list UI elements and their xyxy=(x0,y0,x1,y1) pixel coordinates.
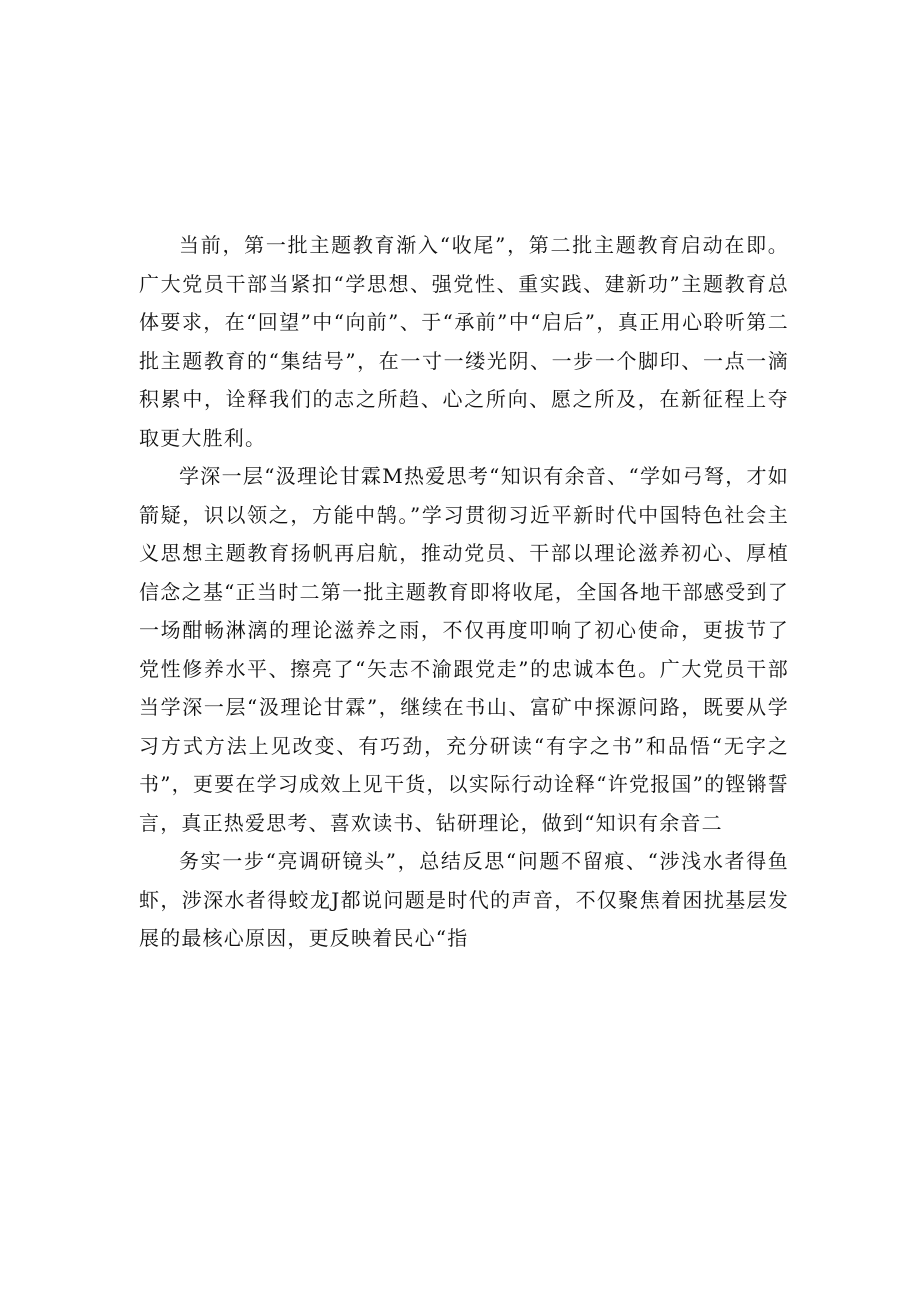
document-body xyxy=(139,226,789,958)
paragraph-intro: 当前，第一批主题教育渐入“收尾”，第二批主题教育启动在即。广大党员干部当紧扣“学思想、强党性、重实践、建新功”主题教育总体要求，在“回望”中“向前”、于“承前”中“启后”，真正用心聆听第二批主题教育的“集结号”，在一寸一缕光阴、一步一个脚印、一点一滴积累中，诠释我们的志之所趋、心之所向、愿之所及，在新征程上夺取更大胜利。 xyxy=(139,233,789,450)
paragraph-study-theory: 学深一层“汲理论甘霖M热爱思考“知识有余音、“学如弓弩，才如箭疑，识以领之，方能中鹄。”学习贯彻习近平新时代中国特色社会主义思想主题教育扬帆再启航，推动党员、干部以理论滋养初心、厚植信念之基“正当时二第一批主题教育即将收尾，全国各地干部感受到了一场酣畅淋漓的理论滋养之雨，不仅再度叩响了初心使命，更拔节了党性修养水平、擦亮了“矢志不渝跟党走”的忠诚本色。广大党员干部当学深一层“汲理论甘霖”，继续在书山、富矿中探源问路，既要从学习方式方法上见改变、有巧劲，充分研读“有字之书”和品悟“无字之书”，更要在学习成效上见干货，以实际行动诠释“许党报国”的铿锵誓言，真正热爱思考、喜欢读书、钻研理论，做到“知识有余音二 xyxy=(139,464,789,835)
paragraph-practical-research: 务实一步“亮调研镜头”，总结反思“问题不留痕、“涉浅水者得鱼虾，涉深水者得蛟龙J都说问题是时代的声音，不仅聚焦着困扰基层发展的最核心原因，更反映着民心“指 xyxy=(139,849,789,950)
